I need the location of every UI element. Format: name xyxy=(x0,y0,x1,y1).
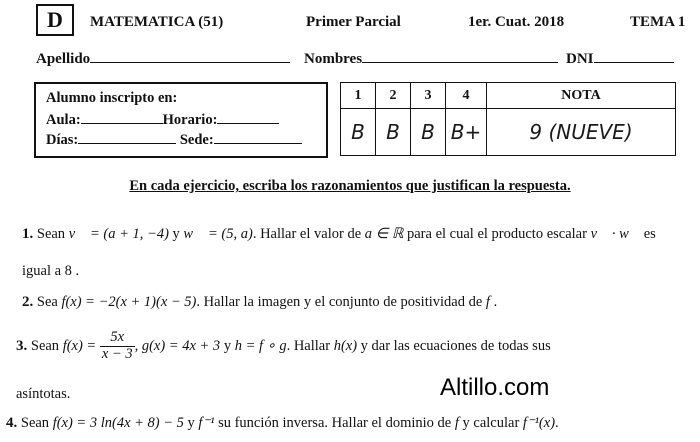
surname-field xyxy=(36,48,290,68)
grade-header-1: 1 xyxy=(341,83,376,109)
dni-field xyxy=(566,48,674,68)
enrollment-title: Alumno inscripto en: xyxy=(46,90,178,106)
dni-label: DNI xyxy=(566,51,594,67)
function-h: h = f ∘ g xyxy=(234,337,287,354)
names-line xyxy=(362,48,558,63)
grade-header-2: 2 xyxy=(376,83,411,109)
horario-label: Horario: xyxy=(162,112,218,128)
function-f-log: f(x) = 3 ln(4x + 8) − 5 xyxy=(52,415,184,431)
vector-w: w⃗ = (5, a) xyxy=(183,226,253,242)
dias-label: Días: xyxy=(46,132,79,148)
function-f: f(x) = −2(x + 1)(x − 5) xyxy=(61,294,197,310)
sede-label: Sede: xyxy=(179,132,214,148)
aula-horario-row xyxy=(46,110,279,129)
inverse-function: f⁻¹(x) xyxy=(522,415,556,431)
grades-table xyxy=(340,82,676,156)
exercise-3-line-2: asíntotas. xyxy=(16,386,71,402)
function-g: , g(x) = 4x + 3 xyxy=(134,337,221,354)
dias-sede-row xyxy=(46,130,302,149)
exercise-3-number: 3. xyxy=(16,337,28,354)
exercise-3-line-1: 3. Sean f(x) = $\frac{5x}{x - 3}$ , g(x) = 4x + 3 y h = f ∘ g. Hallar h(x) y dar las ecuaciones de todas sus xyxy=(16,329,551,362)
vector-v: v⃗ = (a + 1, −4) xyxy=(68,226,169,242)
grade-value-3: B xyxy=(411,109,446,156)
grade-value-4: B+ xyxy=(446,109,487,156)
grades-values-row xyxy=(341,109,676,156)
exercise-4: 4. Sean f(x) = 3 ln(4x + 8) − 5 y f⁻¹ su función inversa. Hallar el dominio de f y calcular f⁻¹(x). xyxy=(6,415,559,431)
grade-value-1: B xyxy=(341,109,376,156)
exercise-1-line-1: 1. Sean v⃗ = (a + 1, −4) y w⃗ = (5, a). Hallar el valor de a ∈ ℝ para el cual el producto escalar v⃗ · w⃗ es xyxy=(22,226,656,242)
course-title: MATEMATICA (51) xyxy=(90,14,224,30)
exam-letter-box: D xyxy=(36,4,74,36)
grade-header-4: 4 xyxy=(446,83,487,109)
condition-a: a ∈ ℝ xyxy=(364,226,404,242)
dot-product: v⃗ · w⃗ xyxy=(590,226,641,242)
exercise-1-line-2: igual a 8 . xyxy=(22,263,80,279)
names-label: Nombres xyxy=(304,51,363,67)
exercise-1-number: 1. xyxy=(22,226,34,242)
grade-header-nota: NOTA xyxy=(487,83,676,109)
grade-value-nota: 9 (NUEVE) xyxy=(487,109,676,156)
term: 1er. Cuat. 2018 xyxy=(468,14,565,30)
tema: TEMA 1 xyxy=(630,14,686,30)
enrollment-box xyxy=(34,82,328,158)
grade-value-2: B xyxy=(376,109,411,156)
exercise-2-number: 2. xyxy=(22,294,34,310)
names-field xyxy=(304,48,558,68)
grades-header-row xyxy=(341,83,676,109)
exercise-4-number: 4. xyxy=(6,415,18,431)
surname-line xyxy=(90,48,290,63)
exam-name: Primer Parcial xyxy=(306,14,401,30)
fraction: $\frac{5x}{x - 3}$ xyxy=(101,329,133,362)
dni-line xyxy=(594,48,674,63)
grade-header-3: 3 xyxy=(411,83,446,109)
exercise-2: 2. Sea f(x) = −2(x + 1)(x − 5). Hallar la imagen y el conjunto de positividad de f . xyxy=(22,294,498,310)
instructions: En cada ejercicio, escriba los razonamientos que justifican la respuesta. xyxy=(129,178,571,194)
surname-label: Apellido xyxy=(36,51,91,67)
aula-label: Aula: xyxy=(46,112,81,128)
watermark: Altillo.com xyxy=(440,374,550,401)
